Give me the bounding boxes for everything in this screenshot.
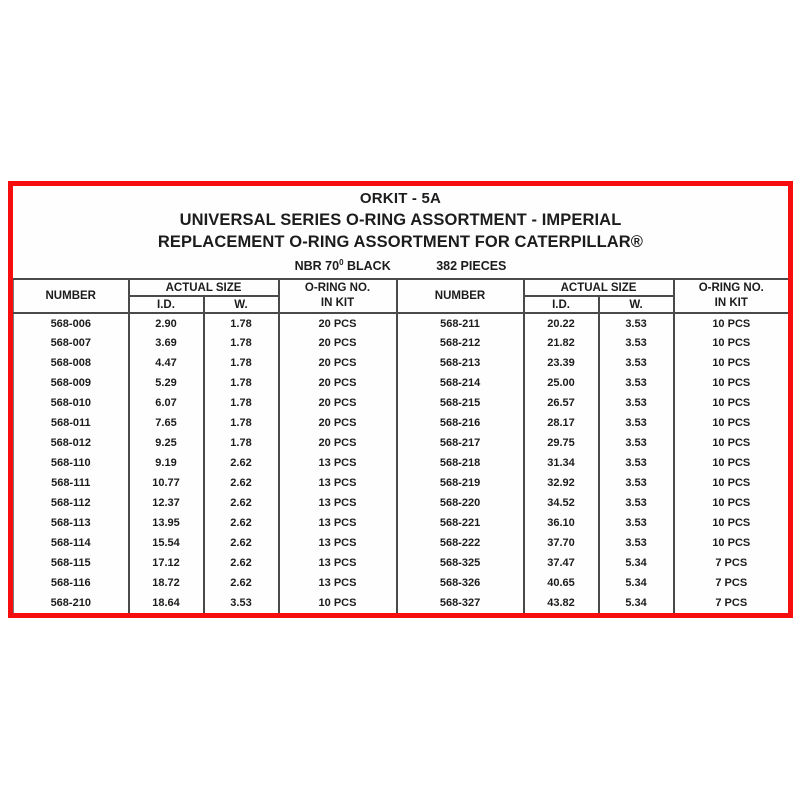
cell-kit-right: 10 PCS [674, 333, 789, 353]
cell-kit-left: 20 PCS [279, 373, 397, 393]
kit-title: ORKIT - 5A [359, 190, 442, 207]
cell-kit-left: 20 PCS [279, 353, 397, 373]
cell-number-right: 568-220 [397, 493, 524, 513]
cell-w-right: 5.34 [599, 553, 674, 573]
cell-number-right: 568-327 [397, 593, 524, 613]
cell-w-right: 3.53 [599, 333, 674, 353]
cell-id-right: 21.82 [524, 333, 599, 353]
cell-w-right: 3.53 [599, 413, 674, 433]
oring-size-table [13, 278, 789, 613]
cell-number-left: 568-111 [51, 477, 91, 489]
cell-kit-right: 7 PCS [674, 573, 789, 593]
cell-kit-left: 13 PCS [279, 473, 397, 493]
column-header-number-left: NUMBER [14, 279, 129, 313]
cell-w-left: 2.62 [204, 553, 279, 573]
cell-w-left: 1.78 [204, 333, 279, 353]
table-row [14, 373, 789, 393]
table-row [14, 473, 789, 493]
cell-number-right: 568-218 [397, 453, 524, 473]
material-spec-line [13, 258, 788, 275]
cell-id-right: 20.22 [524, 313, 599, 333]
column-header-w-right: W. [599, 296, 674, 313]
cell-w-left: 2.62 [204, 493, 279, 513]
cell-w-right: 3.53 [599, 453, 674, 473]
table-body [14, 313, 789, 613]
cell-number-right: 568-325 [397, 553, 524, 573]
spec-sheet-frame [8, 181, 793, 618]
cell-w-left: 1.78 [204, 433, 279, 453]
table-row [14, 393, 789, 413]
cell-w-left: 1.78 [204, 393, 279, 413]
sheet-header [13, 189, 788, 275]
column-header-actual-size-left: ACTUAL SIZE [129, 279, 279, 296]
cell-number-left: 568-009 [50, 377, 91, 389]
cell-w-left: 1.78 [204, 353, 279, 373]
cell-kit-right: 10 PCS [674, 453, 789, 473]
cell-id-right: 29.75 [524, 433, 599, 453]
cell-kit-left: 20 PCS [279, 393, 397, 413]
table-row [14, 413, 789, 433]
cell-kit-right: 10 PCS [674, 533, 789, 553]
cell-number-right: 568-211 [397, 313, 524, 333]
cell-number-left: 568-006 [50, 317, 91, 330]
cell-id-right: 32.92 [524, 473, 599, 493]
cell-id-left: 17.12 [129, 553, 204, 573]
cell-w-left: 2.62 [204, 453, 279, 473]
cell-number-left: 568-113 [50, 517, 91, 529]
replacement-subtitle: REPLACEMENT O-RING ASSORTMENT FOR CATERPILLAR® [157, 233, 644, 251]
cell-id-left: 9.19 [129, 453, 204, 473]
cell-number-right: 568-219 [397, 473, 524, 493]
cell-id-left: 18.64 [129, 593, 204, 613]
cell-id-right: 37.47 [524, 553, 599, 573]
table-row [14, 353, 789, 373]
cell-w-left: 1.78 [204, 413, 279, 433]
column-header-w-left: W. [204, 296, 279, 313]
table-row [14, 533, 789, 553]
cell-kit-right: 10 PCS [674, 493, 789, 513]
cell-kit-right: 10 PCS [674, 473, 789, 493]
material-spec: NBR $70^0$ BLACK [294, 257, 391, 273]
cell-id-right: 36.10 [524, 513, 599, 533]
cell-number-left: 568-010 [50, 397, 91, 409]
cell-id-right: 34.52 [524, 493, 599, 513]
cell-id-right: 26.57 [524, 393, 599, 413]
cell-w-right: 3.53 [599, 313, 674, 333]
column-header-id-left: I.D. [129, 296, 204, 313]
cell-number-right: 568-212 [397, 333, 524, 353]
cell-id-right: 37.70 [524, 533, 599, 553]
cell-number-right: 568-326 [397, 573, 524, 593]
cell-kit-right: 10 PCS [674, 513, 789, 533]
cell-w-left: 1.78 [204, 313, 279, 333]
cell-w-right: 3.53 [599, 393, 674, 413]
cell-number-left: 568-008 [50, 357, 91, 369]
cell-number-left: 568-115 [50, 557, 91, 569]
cell-kit-right: 10 PCS [674, 353, 789, 373]
cell-number-left: 568-007 [50, 337, 91, 349]
table-row [14, 493, 789, 513]
cell-id-right: 23.39 [524, 353, 599, 373]
cell-id-left: 2.90 [129, 313, 204, 333]
table-row [14, 433, 789, 453]
cell-number-left: 568-011 [50, 417, 91, 429]
cell-kit-left: 13 PCS [279, 553, 397, 573]
cell-kit-right: 10 PCS [674, 313, 789, 333]
cell-number-right: 568-216 [397, 413, 524, 433]
column-header-actual-size-right: ACTUAL SIZE [524, 279, 674, 296]
cell-w-left: 2.62 [204, 533, 279, 553]
cell-number-right: 568-217 [397, 433, 524, 453]
cell-id-left: 6.07 [129, 393, 204, 413]
table-row [14, 573, 789, 593]
cell-w-right: 3.53 [599, 433, 674, 453]
cell-number-left: 568-110 [50, 457, 91, 469]
table-row [14, 553, 789, 573]
table-row [14, 313, 789, 333]
cell-w-right: 5.34 [599, 573, 674, 593]
cell-w-left: 2.62 [204, 473, 279, 493]
cell-kit-right: 10 PCS [674, 413, 789, 433]
cell-id-left: 9.25 [129, 433, 204, 453]
cell-kit-left: 13 PCS [279, 533, 397, 553]
column-header-oring-no-left: O-RING NO. IN KIT [279, 279, 397, 313]
cell-number-left: 568-210 [50, 597, 91, 609]
cell-number-right: 568-221 [397, 513, 524, 533]
cell-id-left: 3.69 [129, 333, 204, 353]
cell-kit-left: 20 PCS [279, 333, 397, 353]
column-header-oring-no-right: O-RING NO. IN KIT [674, 279, 789, 313]
cell-kit-left: 20 PCS [279, 313, 397, 333]
cell-number-left: 568-112 [50, 497, 91, 509]
cell-w-right: 3.53 [599, 513, 674, 533]
table-row [14, 593, 789, 613]
cell-w-right: 3.53 [599, 353, 674, 373]
pieces-total: 382 PIECES [436, 259, 507, 273]
cell-number-right: 568-213 [397, 353, 524, 373]
cell-number-left: 568-116 [50, 577, 91, 589]
cell-w-left: 2.62 [204, 573, 279, 593]
cell-w-right: 3.53 [599, 473, 674, 493]
cell-id-left: 18.72 [129, 573, 204, 593]
cell-kit-right: 10 PCS [674, 393, 789, 413]
cell-id-right: 25.00 [524, 373, 599, 393]
cell-w-left: 3.53 [204, 593, 279, 613]
cell-id-left: 15.54 [129, 533, 204, 553]
cell-kit-left: 20 PCS [279, 433, 397, 453]
cell-id-left: 10.77 [129, 473, 204, 493]
table-header-row-1 [14, 279, 789, 296]
cell-id-left: 5.29 [129, 373, 204, 393]
cell-w-right: 3.53 [599, 373, 674, 393]
cell-kit-right: 10 PCS [674, 433, 789, 453]
cell-id-left: 7.65 [129, 413, 204, 433]
cell-number-right: 568-215 [397, 393, 524, 413]
table-row [14, 513, 789, 533]
cell-number-right: 568-214 [397, 373, 524, 393]
cell-id-right: 31.34 [524, 453, 599, 473]
column-header-id-right: I.D. [524, 296, 599, 313]
table-row [14, 453, 789, 473]
cell-w-left: 2.62 [204, 513, 279, 533]
cell-kit-left: 13 PCS [279, 513, 397, 533]
cell-id-left: 12.37 [129, 493, 204, 513]
table-row [14, 333, 789, 353]
cell-number-left: 568-012 [50, 437, 91, 449]
cell-kit-right: 7 PCS [674, 593, 789, 613]
cell-id-left: 4.47 [129, 353, 204, 373]
cell-kit-left: 20 PCS [279, 413, 397, 433]
cell-number-left: 568-114 [50, 537, 91, 549]
cell-id-right: 40.65 [524, 573, 599, 593]
cell-kit-right: 10 PCS [674, 373, 789, 393]
cell-w-right: 5.34 [599, 593, 674, 613]
cell-id-right: 43.82 [524, 593, 599, 613]
cell-id-left: 13.95 [129, 513, 204, 533]
cell-w-right: 3.53 [599, 533, 674, 553]
cell-kit-left: 13 PCS [279, 453, 397, 473]
series-subtitle: UNIVERSAL SERIES O-RING ASSORTMENT - IMPERIAL [179, 211, 622, 229]
cell-kit-left: 10 PCS [279, 593, 397, 613]
cell-w-left: 1.78 [204, 373, 279, 393]
cell-id-right: 28.17 [524, 413, 599, 433]
cell-w-right: 3.53 [599, 493, 674, 513]
cell-kit-left: 13 PCS [279, 573, 397, 593]
cell-kit-left: 13 PCS [279, 493, 397, 513]
cell-kit-right: 7 PCS [674, 553, 789, 573]
cell-number-right: 568-222 [397, 533, 524, 553]
column-header-number-right: NUMBER [397, 279, 524, 313]
